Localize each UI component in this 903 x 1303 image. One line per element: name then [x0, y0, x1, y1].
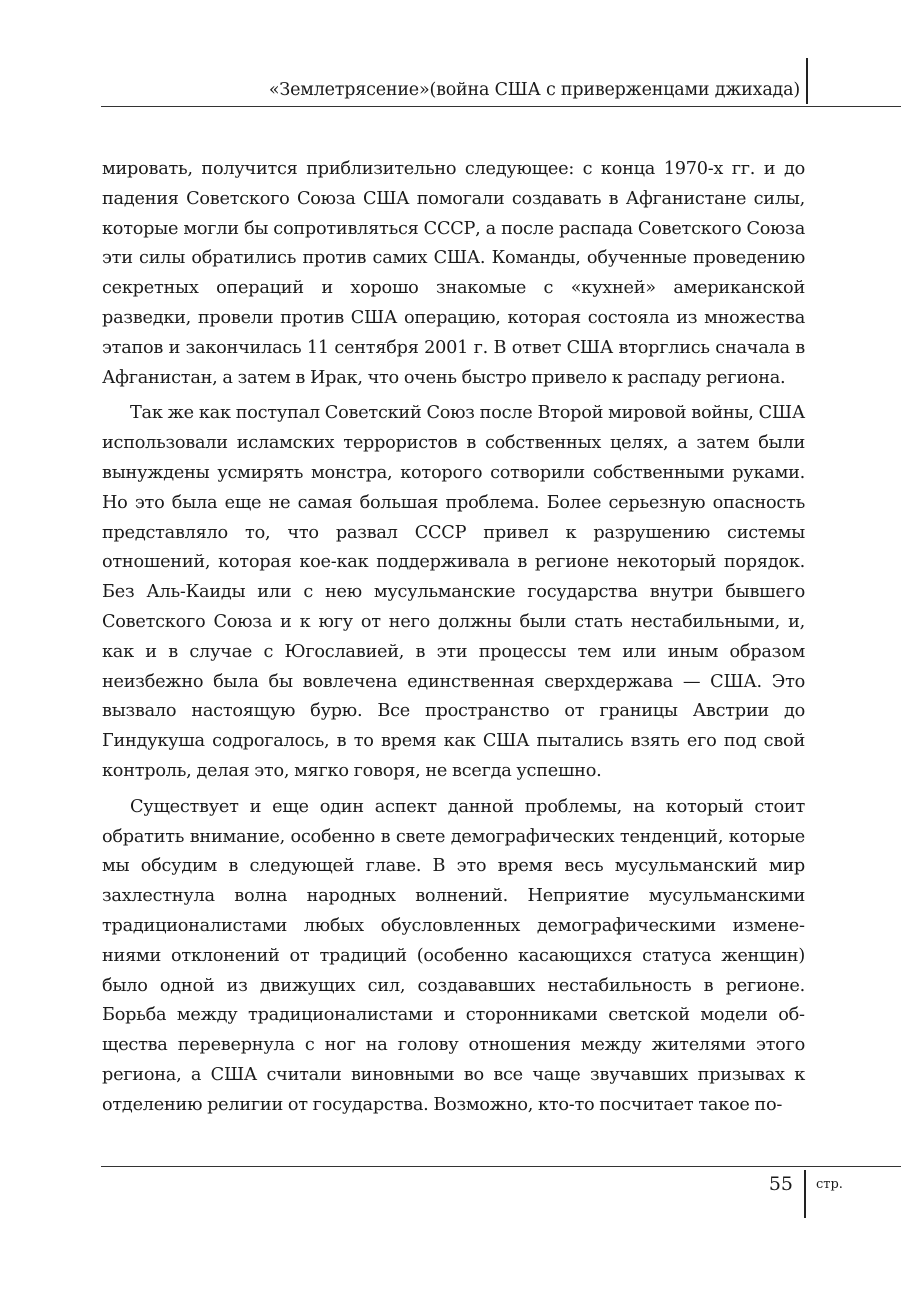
- page-label: стр.: [816, 1177, 843, 1192]
- paragraph-3: Существует и еще один аспект данной проблемы, на который стоит обратить внимание, особенно в свете демографических тенденций, которые мы обсудим в следующей главе. В это время весь мусульманский мир захлестнула волна народных волнений. Неприятие мусульманскими традиционалистами любых обусловленных демографическими изменениями отклонений от традиций (особенно касающихся статуса женщин) было одной из движущих сил, создававших нестабильность в регионе. Борьба между традиционалистами и сторонниками светской модели общества перевернула с ног на голову отношения между жителями этого региона, а США считали виновными во все чаще звучавших призывах к отделению религии от государства. Возможно, кто-то посчитает такое по-: [102, 796, 805, 1115]
- footer-rule: [101, 1166, 901, 1167]
- paragraph-1: мировать, получится приблизительно следующее: с конца 1970-х гг. и до падения Советского Союза США помогали создавать в Афганистане силы, которые могли бы сопротивляться СССР, а после распада Советского Союза эти силы обратились против самих США. Команды, обученные проведению секретных операций и хорошо знакомые с «кухней» американской разведки, провели против США операцию, которая состояла из множества этапов и закончилась 11 сентября 2001 г. В ответ США вторглись сначала в Афганистан, а затем в Ирак, что очень быстро привело к распаду региона.: [102, 159, 805, 388]
- page-number: 55: [768, 1173, 793, 1195]
- footer-vertical-rule: [804, 1170, 806, 1218]
- body-text: [102, 155, 805, 1121]
- header-vertical-rule: [806, 58, 808, 104]
- paragraph-2: Так же как поступал Советский Союз после Второй мировой войны, США использовали исламских террористов в собственных целях, а затем были вынуждены усмирять монстра, которого сотворили собственными руками. Но это была еще не самая большая проблема. Более серьезную опасность представляло то, что развал СССР привел к разрушению системы отношений, которая кое-как поддерживала в регионе некоторый порядок. Без Аль-Каиды или с нею мусульманские государства внутри бывшего Советского Союза и к югу от него должны были стать нестабильными, и, как и в случае с Югославией, в эти процессы тем или иным образом неизбежно была бы вовлечена единственная сверхдержава — США. Это вызвало настоящую бурю. Все пространство от границы Австрии до Гиндукуша содрогалось, в то время как США пытались взять его под свой контроль, делая это, мягко говоря, не всегда успешно.: [102, 403, 805, 781]
- header-rule: [101, 106, 901, 107]
- running-head-title: «Землетрясение»(война США с приверженцами джихада): [268, 80, 800, 100]
